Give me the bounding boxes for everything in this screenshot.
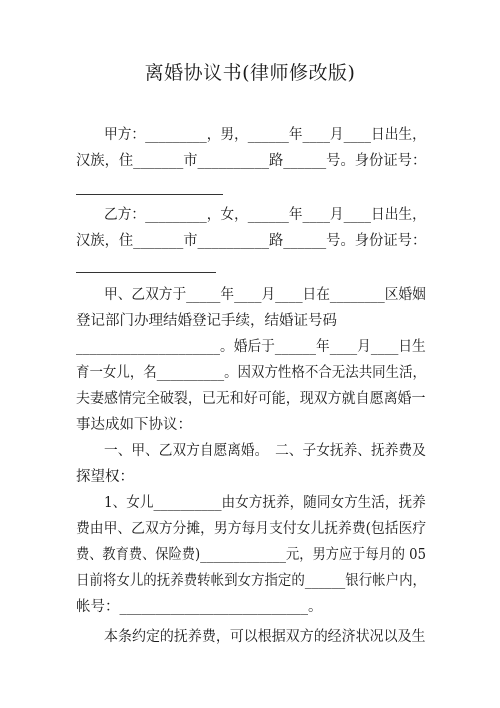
party-b-line-2: 汉族，住_______市__________路______号。身份证号：	[76, 233, 427, 249]
paragraph-line: 1、女儿__________由女方抚养，随同女方生活，抚养	[104, 495, 426, 511]
party-a-line-1: 甲方：_________，男，______年____月____日出生，	[104, 127, 426, 143]
paragraph-line: 日前将女儿的抚养费转帐到女方指定的______银行帐户内，	[76, 573, 427, 589]
paragraph-line: 登记部门办理结婚登记手续，结婚证号码	[76, 313, 337, 329]
party-a-id-blank	[76, 194, 223, 195]
paragraph-line: 夫妻感情完全破裂，已无和好可能，现双方就自愿离婚一	[76, 391, 426, 407]
paragraph-line: 费、教育费、保险费)_____________元，男方应于每月的 05	[76, 547, 426, 563]
paragraph-line: _____________________。婚后于______年____月____日生	[76, 339, 426, 355]
party-b-line-1: 乙方：_________，女，______年____月____日出生，	[104, 207, 426, 223]
clause-heading-line: 一、甲、乙双方自愿离婚。 二、子女抚养、抚养费及	[104, 443, 426, 459]
clause-heading-line: 探望权：	[76, 469, 134, 485]
paragraph-line: 事达成如下协议：	[76, 417, 192, 433]
paragraph-line: 本条约定的抚养费，可以根据双方的经济状况以及生	[104, 629, 426, 645]
paragraph-line: 费由甲、乙双方分摊，男方每月支付女儿抚养费(包括医疗	[76, 521, 427, 537]
paragraph-line: 育一女儿，名__________。因双方性格不合无法共同生活，	[76, 365, 427, 381]
party-a-line-2: 汉族，住_______市__________路______号。身份证号：	[76, 153, 427, 169]
paragraph-line: 甲、乙双方于_____年____月____日在________区婚姻	[104, 287, 426, 303]
paragraph-line: 帐号：__________________________。	[76, 599, 323, 615]
document-title: 离婚协议书(律师修改版)	[144, 62, 356, 84]
party-b-id-blank	[76, 272, 216, 273]
